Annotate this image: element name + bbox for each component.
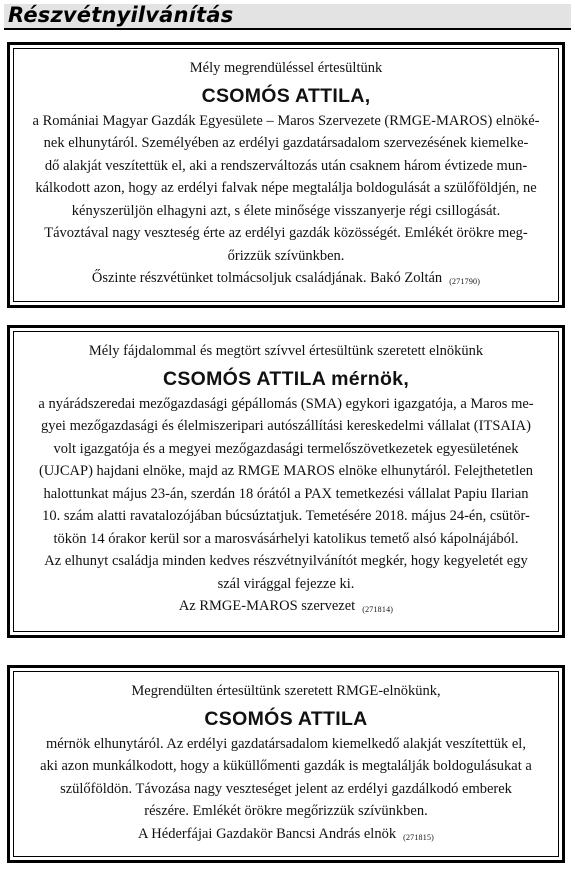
notice-signature: Őszinte részvétünket tolmácsoljuk családjának. Bakó Zoltán bbox=[91, 270, 443, 286]
notice-content bbox=[20, 680, 552, 849]
notice-body-line: őrizzük szívünkben. bbox=[227, 247, 345, 264]
notice-body-line: kálkodott azon, hogy az erdélyi falvak népe megtalálja boldogulását a szülőföldjén, ne bbox=[35, 180, 537, 196]
notice-body-line: Az elhunyt családja minden kedves részvétnyilvánítót megkér, hogy kegyeletét egy bbox=[44, 553, 528, 569]
notice-signature: A Héderfájai Gazdakör Bancsi András elnök bbox=[137, 825, 397, 842]
notice-body-line: Távoztával nagy veszteség érte az erdélyi gazdák közösségét. Emlékét örökre meg- bbox=[44, 225, 528, 241]
condolence-notice-3 bbox=[7, 665, 565, 863]
notice-body-line: szál virággal fejezze ki. bbox=[217, 575, 355, 592]
notice-body-line: nek elhunytáról. Személyében az erdélyi gazdatársadalom szervezésének kiemelke- bbox=[43, 135, 529, 151]
deceased-name: CSOMÓS ATTILA mérnök, bbox=[162, 367, 410, 390]
ad-code: (271815) bbox=[403, 832, 435, 842]
notice-intro: Mély fájdalommal és megtört szívvel értesültünk szeretett elnökünk bbox=[88, 343, 484, 359]
notice-signature-line bbox=[20, 267, 552, 294]
notice-body-line: a nyárádszeredai mezőgazdasági gépállomás (SMA) egykori igazgatója, a Maros me- bbox=[38, 395, 534, 412]
notice-body-line: részére. Emlékét örökre megőrizzük szívünkben. bbox=[144, 803, 428, 819]
notice-body-line: (UJCAP) hajdani elnöke, majd az RMGE MAROS elnöke elhunytáról. Felejthetetlen bbox=[38, 463, 534, 479]
condolence-notice-1 bbox=[7, 42, 565, 308]
notice-intro: Megrendülten értesültünk szeretett RMGE-elnökünk, bbox=[131, 683, 441, 699]
notice-content bbox=[20, 57, 552, 294]
ad-code: (271790) bbox=[449, 277, 481, 286]
notice-signature: Az RMGE-MAROS szervezet bbox=[178, 598, 356, 614]
notice-body-line: kényszerüljön elhagyni azt, s élete minősége visszanyerje régi csillogását. bbox=[71, 202, 501, 219]
notice-body-line: halottunkat május 23-án, szerdán 18 órától a PAX temetkezési vállalat Papiu Ilarian bbox=[43, 485, 529, 502]
notice-body-line: mérnök elhunytáról. Az erdélyi gazdatársadalom kiemelkedő alakját veszítettük el, bbox=[46, 735, 526, 752]
ad-code: (271814) bbox=[362, 605, 394, 614]
notice-signature-line bbox=[20, 823, 552, 850]
notice-body-line: szülőföldön. Távozása nagy veszteséget jelent az erdélyi gazdálkodó emberek bbox=[60, 780, 512, 797]
notice-body-line: tökön 14 órakor kerül sor a marosvásárhelyi katolikus temető alsó kápolnájából. bbox=[53, 530, 519, 547]
notice-body-line: 10. szám alatti ravatalozójában búcsúztatjuk. Temetésére 2018. május 24-én, csütör- bbox=[42, 508, 530, 524]
notice-body-line: aki azon munkálkodott, hogy a küküllőmenti gazdák is megtalálják boldogulásukat a bbox=[40, 758, 532, 774]
notice-signature-line bbox=[20, 595, 552, 622]
deceased-name: CSOMÓS ATTILA, bbox=[201, 84, 371, 107]
notice-content bbox=[20, 340, 552, 622]
section-title: Részvétnyilvánítás bbox=[8, 3, 234, 27]
notice-body-line: gyei mezőgazdasági és élelmiszeripari autószállítási kereskedelmi vállalat (ITSAIA) bbox=[41, 418, 531, 434]
notice-intro: Mély megrendüléssel értesültünk bbox=[189, 60, 383, 76]
notice-body-line: a Romániai Magyar Gazdák Egyesülete – Maros Szervezete (RMGE-MAROS) elnöké- bbox=[32, 112, 540, 129]
notice-body-line: volt igazgatója és a megyei mezőgazdasági termelőszövetkezetek egyesületének bbox=[53, 440, 519, 457]
deceased-name: CSOMÓS ATTILA bbox=[204, 707, 368, 730]
condolence-notice-2 bbox=[7, 325, 565, 638]
notice-body-line: dő alakját veszítettük el, aki a rendszerváltozás után csaknem három évtizede mun- bbox=[44, 157, 528, 174]
section-divider bbox=[4, 28, 571, 30]
